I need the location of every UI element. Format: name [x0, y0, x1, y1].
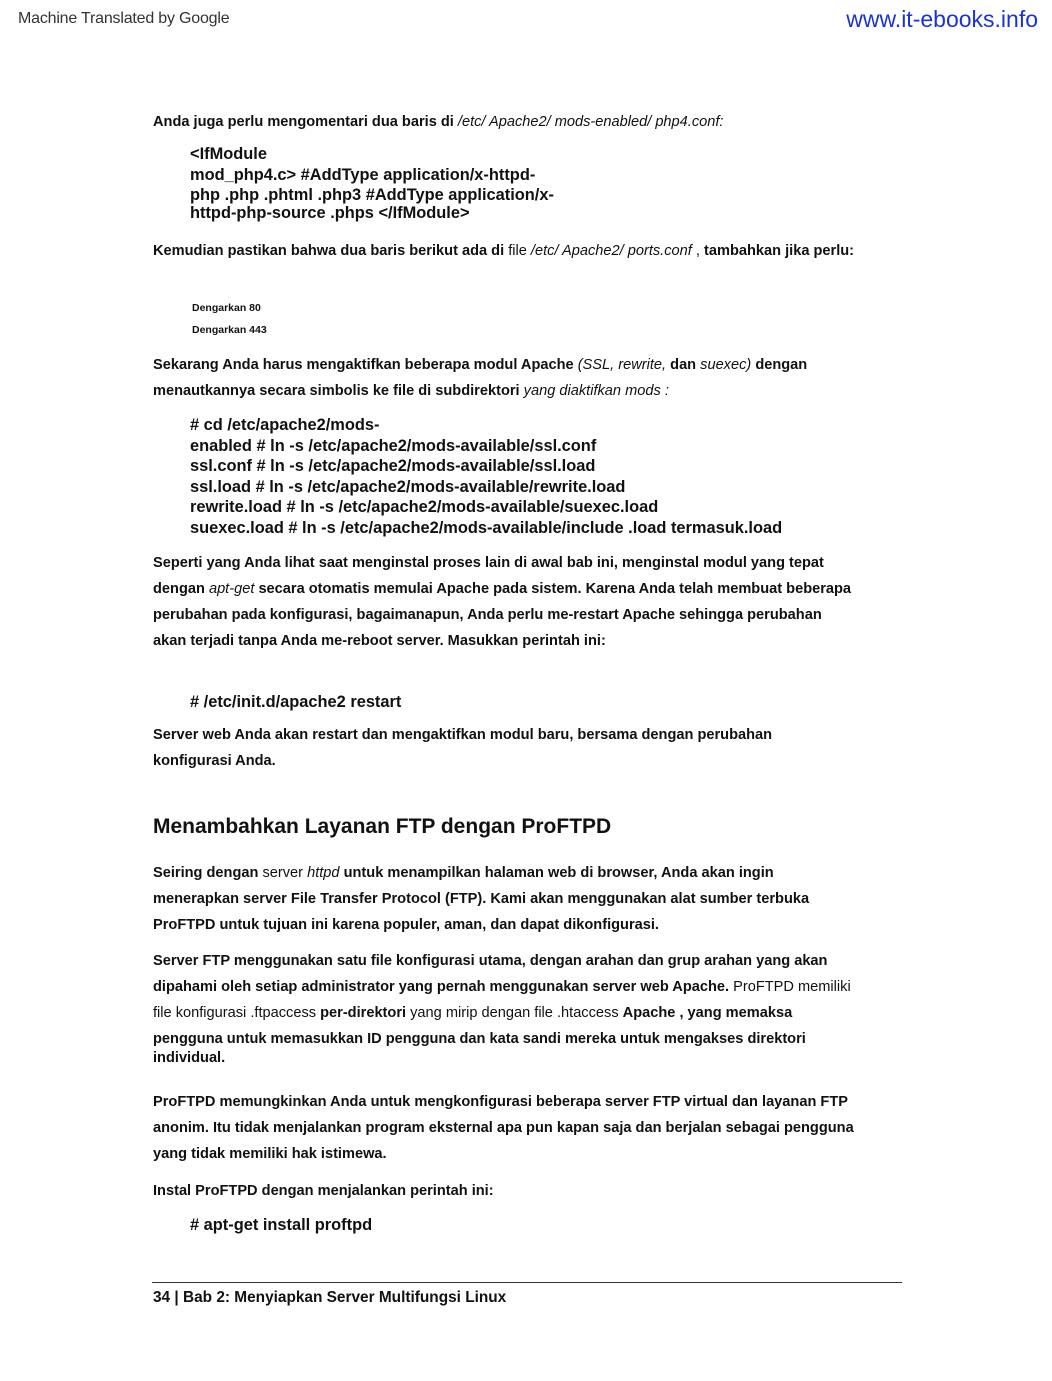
text: Seiring dengan [153, 865, 263, 881]
text: Sekarang Anda harus mengaktifkan beberapa modul Apache [153, 357, 578, 373]
text: httpd [307, 865, 340, 881]
text: ProFTPD memiliki [729, 979, 851, 995]
text-line: konfigurasi Anda. [153, 753, 276, 769]
text: (SSL, rewrite, [577, 357, 667, 373]
code-restart: # /etc/init.d/apache2 restart [190, 693, 402, 711]
paragraph-comment-lines [153, 109, 913, 135]
code-line: mod_php4.c> #AddType application/x-httpd- [190, 166, 536, 184]
paragraph-server-restart [153, 722, 913, 774]
page-footer: 34 | Bab 2: Menyiapkan Server Multifungsi Linux [153, 1289, 507, 1306]
text-line [153, 860, 913, 886]
code-line: <IfModule [190, 145, 267, 163]
text: secara otomatis memulai Apache pada sistem. Karena Anda telah membuat beberapa [254, 581, 852, 597]
text-line [153, 576, 913, 602]
code-line: ssl.load # ln -s /etc/apache2/mods-available/rewrite.load [190, 477, 626, 496]
text-line: Server web Anda akan restart dan mengaktifkan modul baru, bersama dengan perubahan [153, 727, 773, 743]
text-line: yang tidak memiliki hak istimewa. [153, 1146, 387, 1162]
text-line [153, 378, 913, 404]
paragraph-ftp-config [153, 948, 913, 1068]
text: menautkannya secara simbolis ke file di subdirektori [153, 383, 524, 399]
path-php4-conf: /etc/ Apache2/ mods-enabled/ php4.conf: [457, 114, 724, 130]
code-line: ssl.conf # ln -s /etc/apache2/mods-available/ssl.load [190, 457, 596, 476]
listen-line: Dengarkan 80 [192, 302, 261, 314]
text: dan [666, 357, 701, 373]
text-line: ProFTPD memungkinkan Anda untuk mengkonfigurasi beberapa server FTP virtual dan layanan FTP [153, 1094, 848, 1110]
paragraph-restart-apache [153, 550, 913, 654]
text-line: Server FTP menggunakan satu file konfigurasi utama, dengan arahan dan grup arahan yang akan [153, 953, 828, 969]
text: file [508, 243, 531, 259]
listen-line: Dengarkan 443 [192, 324, 267, 336]
code-line: php .php .phtml .php3 #AddType application/x- [190, 186, 554, 204]
text-line: menerapkan server File Transfer Protocol (FTP). Kami akan menggunakan alat sumber terbuka [153, 891, 810, 907]
paragraph-install-proftpd: Instal ProFTPD dengan menjalankan perintah ini: [153, 1183, 494, 1199]
paragraph-ports-conf [153, 238, 913, 264]
text: untuk menampilkan halaman web di browser, Anda akan ingin [339, 865, 774, 881]
text: dipahami oleh setiap administrator yang pernah menggunakan server web Apache. [153, 979, 730, 995]
site-link[interactable]: www.it-ebooks.info [846, 6, 1038, 32]
text-line: Seperti yang Anda lihat saat menginstal proses lain di awal bab ini, menginstal modul yang tepat [153, 555, 824, 571]
machine-translated-label: Machine Translated by Google [18, 10, 230, 27]
code-line: # cd /etc/apache2/mods- [190, 416, 380, 434]
text-line: akan terjadi tanpa Anda me-reboot server. Masukkan perintah ini: [153, 633, 606, 649]
text: apt-get [208, 581, 255, 597]
text: Anda juga perlu mengomentari dua baris di [153, 114, 458, 130]
listen-lines [192, 297, 267, 341]
text: server [262, 865, 308, 881]
code-block-ifmodule [190, 144, 850, 222]
text-line: anonim. Itu tidak menjalankan program eksternal apa pun kapan saja dan berjalan sebagai pengguna [153, 1120, 854, 1136]
path-ports-conf: /etc/ Apache2/ ports.conf [530, 243, 692, 259]
text-line: perubahan pada konfigurasi, bagaimanapun, Anda perlu me-restart Apache sehingga perubahan [153, 607, 822, 623]
text: Apache , yang memaksa [622, 1005, 793, 1021]
text-line: pengguna untuk memasukkan ID pengguna dan kata sandi mereka untuk mengakses direktori [153, 1031, 806, 1047]
section-heading: Menambahkan Layanan FTP dengan ProFTPD [153, 815, 612, 838]
code-block-symlinks [190, 415, 850, 539]
code-line: suexec.load # ln -s /etc/apache2/mods-available/include .load termasuk.load [190, 518, 783, 537]
text-line [153, 1000, 913, 1026]
text: , [691, 243, 704, 259]
code-line: enabled # ln -s /etc/apache2/mods-available/ssl.conf [190, 436, 597, 455]
code-line: httpd-php-source .phps </IfModule> [190, 204, 470, 222]
text: yang diaktifkan mods : [523, 383, 669, 399]
paragraph-ftp-intro [153, 860, 913, 938]
footer-rule [152, 1282, 902, 1283]
text: suexec) [700, 357, 752, 373]
text-line [153, 352, 913, 378]
text-line [153, 974, 913, 1000]
text-line: individual. [153, 1050, 226, 1066]
code-line: rewrite.load # ln -s /etc/apache2/mods-available/suexec.load [190, 498, 659, 517]
text: per-direktori [320, 1005, 407, 1021]
text: dengan [751, 357, 808, 373]
text: file konfigurasi .ftpaccess [153, 1005, 321, 1021]
text: tambahkan jika perlu: [704, 243, 855, 259]
text-line: ProFTPD untuk tujuan ini karena populer, aman, dan dapat dikonfigurasi. [153, 917, 659, 933]
code-apt-get: # apt-get install proftpd [190, 1216, 373, 1234]
paragraph-ftp-virtual [153, 1089, 913, 1167]
paragraph-enable-modules [153, 352, 913, 404]
text: dengan [153, 581, 209, 597]
text: Kemudian pastikan bahwa dua baris berikut ada di [153, 243, 509, 259]
text: yang mirip dengan file .htaccess [406, 1005, 623, 1021]
